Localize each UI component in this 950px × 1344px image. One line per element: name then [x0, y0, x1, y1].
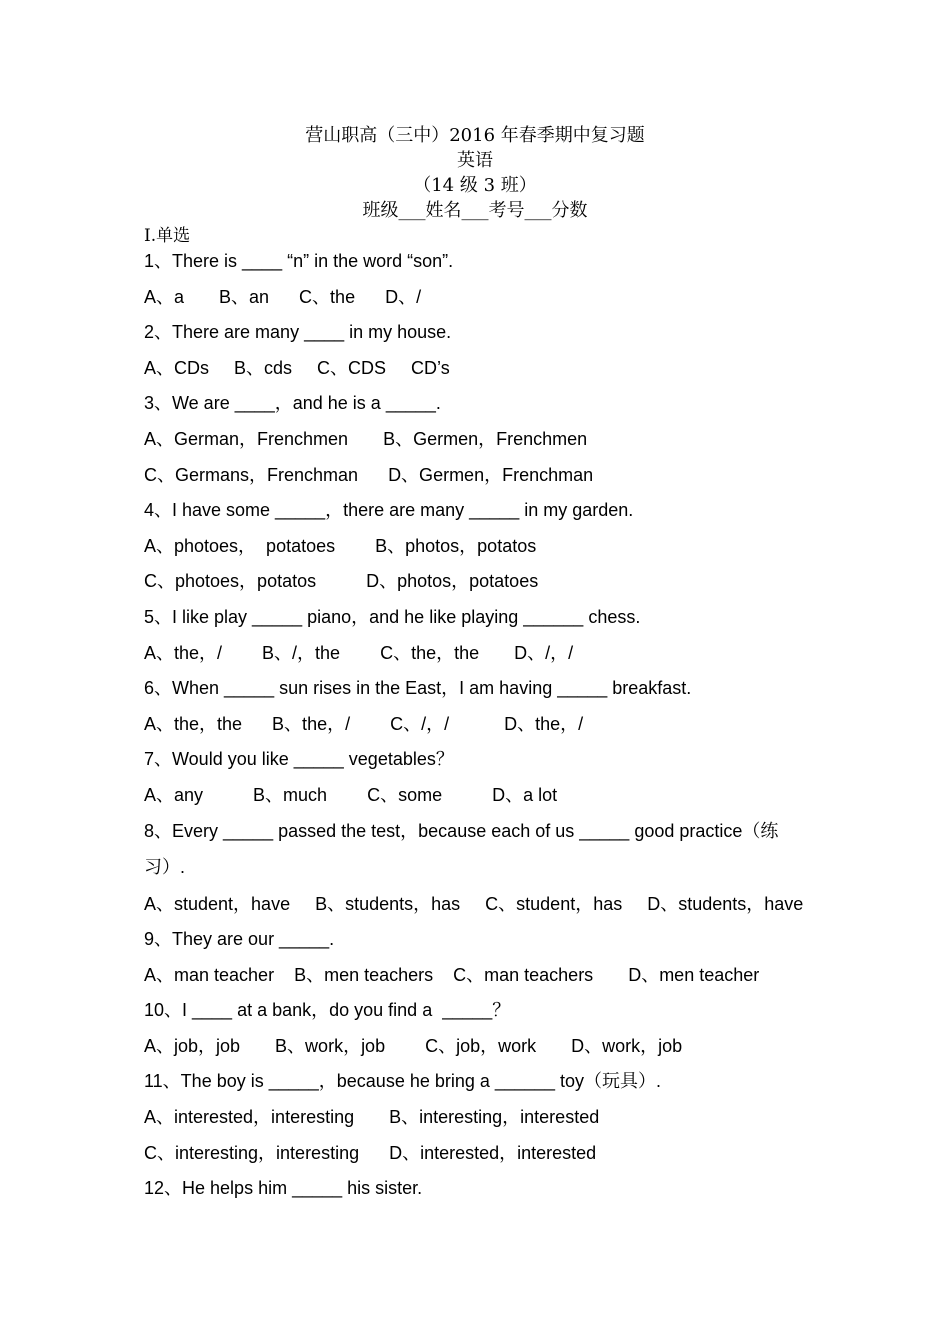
options-7: A、any B、much C、some D、a lot — [144, 785, 558, 805]
question-9: 9、They are our _____. — [144, 929, 335, 949]
options-10: A、job，job B、work，job C、job，work D、work，job — [144, 1036, 683, 1056]
question-2: 2、There are many ____ in my house. — [144, 322, 452, 342]
options-9: A、man teacher B、men teachers C、man teachers D、men teacher — [144, 965, 760, 985]
options-6: A、the，the B、the，/ C、/，/ D、the，/ — [144, 714, 584, 734]
question-4: 4、I have some _____，there are many _____ in my garden. — [144, 500, 634, 520]
subject-title: 英语 — [457, 150, 493, 171]
question-10: 10、I ____ at a bank，do you find a _____？ — [144, 1000, 511, 1020]
options-5: A、the，/ B、/，the C、the，the D、/，/ — [144, 643, 574, 663]
exam-title: 营山职高（三中）2016 年春季期中复习题 — [305, 125, 645, 146]
question-8: 8、Every _____ passed the test，because each of us _____ good practice（练 — [144, 821, 779, 841]
options-11-ab: A、interested，interesting B、interesting，interested — [144, 1107, 600, 1127]
question-5: 5、I like play _____ piano，and he like playing ______ chess. — [144, 607, 641, 627]
question-7: 7、Would you like _____ vegetables？ — [144, 749, 454, 769]
class-label: （14 级 3 班） — [413, 175, 537, 196]
options-3-ab: A、German，Frenchmen B、Germen，Frenchmen — [144, 429, 588, 449]
question-12: 12、He helps him _____ his sister. — [144, 1178, 423, 1198]
options-8: A、student，have B、students，has C、student，has D、students，have — [144, 894, 804, 914]
options-11-cd: C、interesting，interesting D、interested，interested — [144, 1143, 597, 1163]
question-11: 11、The boy is _____，because he bring a ______ toy（玩具）. — [144, 1071, 661, 1091]
options-2: A、CDs B、cds C、CDS CD’s — [144, 358, 450, 378]
question-8-cont: 习）. — [144, 857, 186, 877]
question-6: 6、When _____ sun rises in the East，I am having _____ breakfast. — [144, 678, 692, 698]
student-info-line: 班级___姓名___考号___分数 — [362, 200, 588, 221]
section-heading: I.单选 — [144, 226, 191, 246]
question-3: 3、We are ____，and he is a _____. — [144, 393, 441, 413]
options-3-cd: C、Germans，Frenchman D、Germen，Frenchman — [144, 465, 594, 485]
options-4-cd: C、photoes，potatos D、photos，potatoes — [144, 571, 539, 591]
options-4-ab: A、photoes， potatoes B、photos，potatos — [144, 536, 537, 556]
options-1: A、a B、an C、the D、/ — [144, 287, 422, 307]
question-1: 1、There is ____ “n” in the word “son”. — [144, 251, 454, 271]
